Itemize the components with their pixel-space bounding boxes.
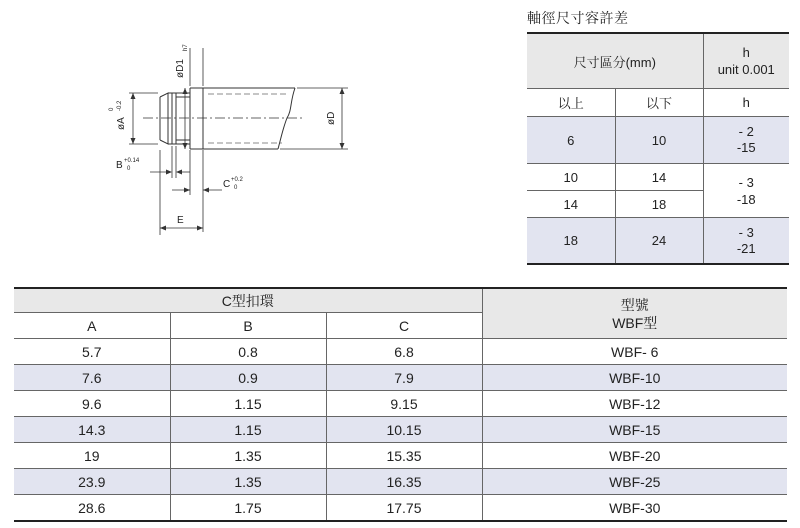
h-upper: - 3 [738,174,754,190]
cell-c: 17.75 [326,495,482,522]
cell-c: 6.8 [326,339,482,365]
cell-b: 1.15 [170,417,326,443]
col-b-header: B [170,313,326,339]
table-row [14,495,787,522]
product-table [14,287,787,522]
cell-model: WBF- 6 [482,339,787,365]
model-header-line1: 型號 [620,296,649,313]
tolerance-row [527,164,789,191]
tolerance-cell: 18 [527,218,615,265]
tolerance-row [527,117,789,164]
h-lower: -21 [736,240,756,256]
cell-a: 7.6 [14,365,170,391]
tolerance-cell: 18 [615,191,703,218]
b-tolerance-lower: 0 [127,166,131,172]
table-row [14,469,787,495]
cell-b: 1.75 [170,495,326,522]
header-size-range: 尺寸區分(mm) [527,33,703,89]
cell-b: 1.15 [170,391,326,417]
cell-c: 16.35 [326,469,482,495]
c-tolerance-lower: 0 [234,185,238,191]
model-header [482,288,787,339]
table-row [14,365,787,391]
a-tolerance-lower: -0.2 [117,100,123,111]
tolerance-cell: 10 [615,117,703,164]
tolerance-cell: 24 [615,218,703,265]
e-label: E [177,215,184,226]
d1-tolerance-label: h7 [183,44,189,51]
d1-label: øD1 [175,59,186,78]
cell-b: 1.35 [170,469,326,495]
cell-c: 7.9 [326,365,482,391]
cell-a: 28.6 [14,495,170,522]
table-row [14,417,787,443]
product-table-body [14,339,787,522]
cell-model: WBF-20 [482,443,787,469]
header-h-line2: unit 0.001 [717,62,775,77]
group-header-c-ring: C型扣環 [14,288,482,313]
cell-a: 19 [14,443,170,469]
model-header-line2: WBF型 [612,314,658,331]
table-row [14,443,787,469]
cell-a: 5.7 [14,339,170,365]
a-label: øA [116,117,127,130]
tolerance-cell: 6 [527,117,615,164]
tolerance-h-cell [703,218,789,265]
h-upper: - 3 [738,224,754,240]
col-h-header: h [703,89,789,117]
tolerance-h-cell [703,164,789,218]
cell-model: WBF-25 [482,469,787,495]
tolerance-row [527,218,789,265]
cell-a: 14.3 [14,417,170,443]
table-row [14,391,787,417]
tolerance-table-title: 軸徑尺寸容許差 [527,10,629,26]
cell-model: WBF-30 [482,495,787,522]
header-h-line1: h [742,45,750,60]
cell-model: WBF-12 [482,391,787,417]
cell-b: 0.9 [170,365,326,391]
c-tolerance-upper: +0.2 [231,177,243,183]
cell-b: 1.35 [170,443,326,469]
cell-a: 9.6 [14,391,170,417]
col-c-header: C [326,313,482,339]
tolerance-cell: 14 [615,164,703,191]
b-tolerance-upper: +0.14 [124,158,140,164]
h-lower: -18 [736,191,756,207]
h-upper: - 2 [738,124,754,139]
d-label: øD [326,111,337,125]
col-above-header: 以上 [527,89,615,117]
tolerance-cell: 14 [527,191,615,218]
cell-model: WBF-15 [482,417,787,443]
c-label: C [223,179,231,190]
cell-a: 23.9 [14,469,170,495]
cell-c: 15.35 [326,443,482,469]
shaft-drawing [95,35,370,245]
table-row [14,339,787,365]
h-lower: -15 [736,140,756,155]
cell-b: 0.8 [170,339,326,365]
cell-c: 10.15 [326,417,482,443]
col-a-header: A [14,313,170,339]
col-below-header: 以下 [615,89,703,117]
cell-c: 9.15 [326,391,482,417]
b-label: B [116,160,123,171]
tolerance-cell: 10 [527,164,615,191]
header-h-tolerance [703,33,789,89]
tolerance-table [527,32,789,265]
tolerance-h-cell [703,117,789,164]
cell-model: WBF-10 [482,365,787,391]
a-tolerance-upper: 0 [109,107,115,111]
